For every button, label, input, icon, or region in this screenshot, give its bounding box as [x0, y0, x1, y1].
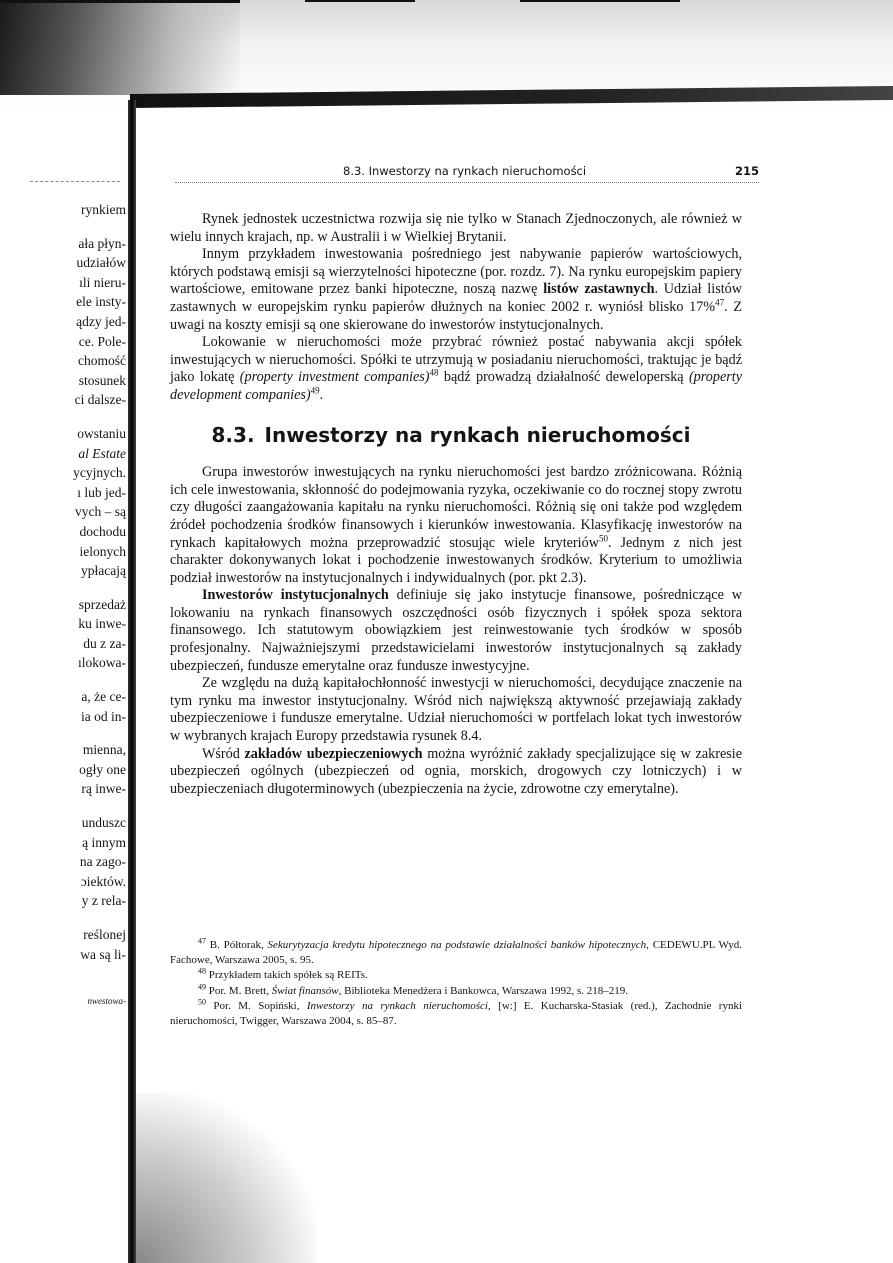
left-page-line: wa są li- — [80, 946, 126, 962]
scan-dark-corner — [0, 0, 240, 95]
left-page-line: mienna, — [82, 742, 126, 758]
left-page-line: ypłacają — [81, 563, 126, 579]
main-text — [170, 211, 742, 798]
scan-rule — [305, 0, 415, 2]
footnote: $^{47}$ B. Półtorak, Sekurytyzacja kredytu hipotecznego na podstawie działalności banków hipotecznych, CEDEWU.PL Wyd. Fachowe, Warszawa 2005, s. 95. — [170, 936, 743, 967]
left-page-text-strip — [0, 200, 126, 1012]
footnotes — [170, 938, 742, 1029]
left-page-line: ą innym — [82, 834, 126, 850]
left-page-line: ci dalsze- — [74, 392, 126, 408]
section-title: Inwestorzy na rynkach nieruchomości — [264, 422, 691, 447]
footnote: $^{48}$ Przykładem takich spółek są REITs. — [198, 966, 368, 982]
page-edge-band — [130, 86, 893, 108]
left-page-line: ądzy jed- — [76, 313, 126, 329]
scan-corner-shadow — [136, 1093, 316, 1263]
left-page-line: na zago- — [79, 854, 126, 870]
section-heading — [170, 422, 742, 447]
left-page-line: ała płyn- — [78, 235, 126, 251]
book-spine — [128, 100, 136, 1263]
left-page-line — [0, 911, 126, 925]
paragraph: Ze względu na dużą kapitałochłonność inwestycji w nieruchomości, decydujące znaczenie na tym rynku ma inwestor instytucjonalny. Wśród nich największą aktywność przejawiają zakłady ubezpieczeniowe i fundusze emerytalne. Udział nieruchomości w portfelach lokat tych inwestorów w wybranych krajach Europy przedstawia rysunek 8.4. — [170, 675, 742, 745]
left-page-line — [0, 410, 126, 424]
left-page-line: rynkiem — [81, 202, 126, 217]
left-page-line: udziałów — [76, 255, 126, 271]
left-page-line: stosunek — [78, 372, 126, 388]
left-page-line: ycyjnych. — [73, 465, 126, 481]
footnote-ref: 48 — [429, 367, 439, 378]
footnote: $^{49}$ Por. M. Brett, Świat finansów, Biblioteka Menedżera i Bankowca, Warszawa 1992, s. 218–219. — [198, 981, 629, 997]
left-page-line — [0, 581, 126, 595]
left-page-line: vych – są — [75, 504, 126, 520]
left-page-line: a, że ce- — [81, 689, 126, 705]
left-page-line — [0, 673, 126, 687]
scan-shadow-top — [0, 0, 893, 112]
left-page-line: owstaniu — [77, 425, 126, 441]
paragraph: Grupa inwestorów inwestujących na rynku nieruchomości jest bardzo zróżnicowana. Różnią ich cele inwestowania, skłonność do podejmowania ryzyka, oczekiwanie co do rocznej stopy zwrotu czy długości zaangażowania kapitału na rynku nieruchomości. Różnią się oni także pod względem źródeł pochodzenia środków finansowych i kierunków inwestowania. Klasyfikację inwestorów na rynkach kapitałowych można przeprowadzić stosując wiele kryteriów$^{50}$. Jednym z nich jest charakter dokonywanych lokat i pochodzenie inwestowanych środków. Kryterium to umożliwia podział inwestorów na instytucjonalnych i indywidualnych (por. pkt 2.3). — [170, 464, 743, 586]
left-page-line: sprzedaż — [78, 596, 126, 612]
left-page-line: al Estate — [78, 445, 126, 461]
left-page-line: dochodu — [79, 523, 126, 539]
left-page-line — [0, 964, 126, 978]
left-page-line: ıli nieru- — [79, 274, 126, 290]
running-title: 8.3. Inwestorzy na rynkach nieruchomości — [343, 164, 587, 178]
left-page-line: ce. Pole- — [78, 333, 126, 349]
left-page-line — [0, 726, 126, 740]
left-page-line: unduszc — [81, 815, 126, 831]
page-number: 215 — [734, 164, 759, 178]
paragraph: Inwestorów instytucjonalnych definiuje się jako instytucje finansowe, pośredniczące w lokowaniu na rynkach finansowych oszczędności osób fizycznych i spółek spoza sektora finansowego. Ich statutowym obowiązkiem jest reinwestowanie tych środków w sposób profesjonalny. Najważniejszymi przedstawicielami inwestorów instytucjonalnych są zakłady ubezpieczeń, fundusze emerytalne oraz fundusze inwestycyjne. — [170, 587, 742, 674]
left-page-line — [0, 978, 126, 992]
left-page-line — [0, 220, 126, 234]
footnote: $^{50}$ Por. M. Sopiński, Inwestorzy na rynkach nieruchomości, [w:] E. Kucharska-Stasiak (red.), Zachodnie rynki nieruchomości, Twigger, Warszawa 2004, s. 85–87. — [170, 997, 743, 1028]
footnote-ref: 47 — [715, 297, 725, 308]
section-number: 8.3. — [211, 422, 255, 447]
left-page-line: ılokowa- — [78, 655, 126, 671]
left-page-line — [0, 799, 126, 813]
left-page-line: y z rela- — [81, 893, 126, 909]
paragraph: Innym przykładem inwestowania pośredniego jest nabywanie papierów wartościowych, których podstawą emisji są wierzytelności hipoteczne (por. rozdz. 7). Na rynku europejskim papiery wartościowe, emitowane przez banki hipoteczne, noszą nazwę listów zastawnych. Udział listów zastawnych w europejskim rynku papierów dłużnych na koniec 2002 r. wyniósł blisko 17%$^{47}$. Z uwagi na koszty emisji są one skierowane do inwestorów instytucjonalnych. — [170, 246, 742, 333]
left-page-line: rą inwe- — [81, 781, 126, 797]
scan-rule — [0, 0, 240, 3]
left-page-line: nwestowa- — [87, 996, 126, 1007]
left-page-line: ele insty- — [76, 294, 126, 310]
footnote-ref: 49 — [310, 385, 320, 396]
running-header — [175, 160, 759, 183]
paragraph: Wśród zakładów ubezpieczeniowych można wyróżnić zakłady specjalizujące się w zakresie ubezpieczeń ogólnych (ubezpieczeń od ognia, morskich, drogowych czy lotniczych) i w ubezpieczeniach długoterminowych (ubezpieczenia na życie, zdrowotne czy emerytalne). — [170, 745, 743, 797]
left-page-line: ku inwe- — [78, 616, 126, 632]
left-page-line: ı lub jed- — [77, 484, 126, 500]
left-page-line: reślonej — [83, 927, 126, 942]
left-page-line: ielonych — [79, 543, 126, 559]
left-page-rule — [30, 181, 120, 182]
footnote-ref: 50 — [598, 532, 608, 543]
left-page-line: ɔiektów. — [80, 873, 126, 889]
left-page-line: ogły one — [79, 761, 126, 777]
left-page-line: ia od in- — [81, 708, 126, 724]
paragraph: Rynek jednostek uczestnictwa rozwija się nie tylko w Stanach Zjednoczonych, ale również w wielu innych krajach, np. w Australii i w Wielkiej Brytanii. — [170, 211, 742, 245]
paragraph: Lokowanie w nieruchomości może przybrać również postać nabywania akcji spółek inwestujących w nieruchomości. Spółki te utrzymują w posiadaniu nieruchomości, traktując je bądź jako lokatę (property investment companies)$^{48}$ bądź prowadzą działalność deweloperską (property development companies)$^{49}$. — [170, 334, 742, 403]
scan-rule — [520, 0, 680, 2]
left-page-line: du z za- — [83, 635, 126, 651]
left-page-line: chomość — [78, 353, 126, 369]
